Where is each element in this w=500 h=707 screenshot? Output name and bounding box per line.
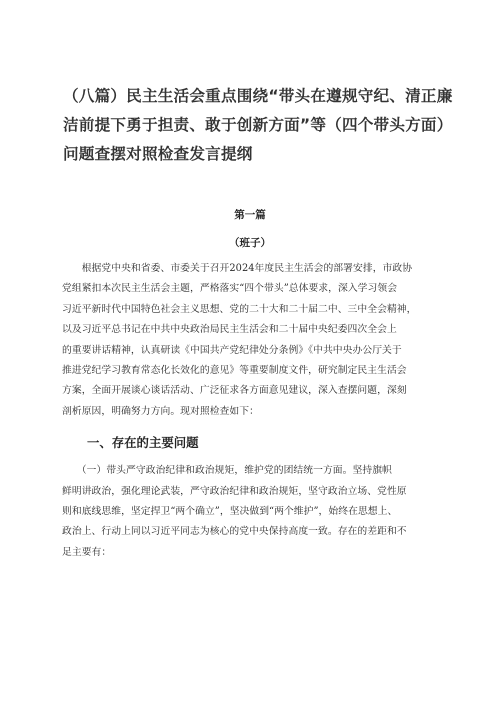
heading-main-problems: 一、存在的主要问题 xyxy=(87,435,199,451)
paragraph-line: 足主要有： xyxy=(62,546,112,558)
body-paragraph xyxy=(62,461,438,563)
paragraph-line: 则和底线思维，坚定捍卫“两个确立”，坚决做到“两个维护”，始终在思想上、 xyxy=(62,506,398,518)
title-line: 问题查摆对照检查发言提纲 xyxy=(63,145,253,163)
paragraph-line: 习近平新时代中国特色社会主义思想、党的二十大和二十届二中、三中全会精神， xyxy=(62,303,417,315)
paragraph-line: 党组紧扣本次民主生活会主题，严格落实“四个带头”总体要求，深入学习领会 xyxy=(62,283,398,295)
paragraph-line: 方案，全面开展谈心谈话活动、广泛征求各方面意见建议，深入查摆问题，深刻 xyxy=(62,385,407,397)
section-label: 第一篇 xyxy=(234,209,266,221)
paragraph-line: 推进党纪学习教育常态化长效化的意见》等重要制度文件，研究制定民主生活会 xyxy=(62,365,407,377)
paragraph-line: 的重要讲话精神，认真研读《中国共产党纪律处分条例》《中共中央办公厅关于 xyxy=(62,344,402,356)
sub-label: （班子） xyxy=(229,237,271,249)
document-title xyxy=(62,82,453,169)
paragraph-line: 根据党中央和省委、市委关于召开2024年度民主生活会的部署安排，市政协 xyxy=(62,263,413,274)
paragraph-line: 以及习近平总书记在中共中央政治局民主生活会和二十届中央纪委四次全会上 xyxy=(62,324,397,336)
paragraph-line: 鲜明讲政治，强化理论武装，严守政治纪律和政治规矩，坚守政治立场、党性原 xyxy=(62,485,407,497)
paragraph-line: （一）带头严守政治纪律和政治规矩，维护党的团结统一方面。坚持旗帜 xyxy=(62,465,392,477)
title-line: 洁前提下勇于担责、敢于创新方面”等（四个带头方面） xyxy=(63,116,453,134)
paragraph-line: 剖析原因，明确努力方向。现对照检查如下： xyxy=(62,405,259,417)
paragraph-line: 政治上、行动上同以习近平同志为核心的党中央保持高度一致。存在的差距和不 xyxy=(62,526,407,538)
title-line: （八篇）民主生活会重点围绕“带头在遵规守纪、清正廉 xyxy=(63,87,453,105)
intro-paragraph xyxy=(62,259,438,422)
